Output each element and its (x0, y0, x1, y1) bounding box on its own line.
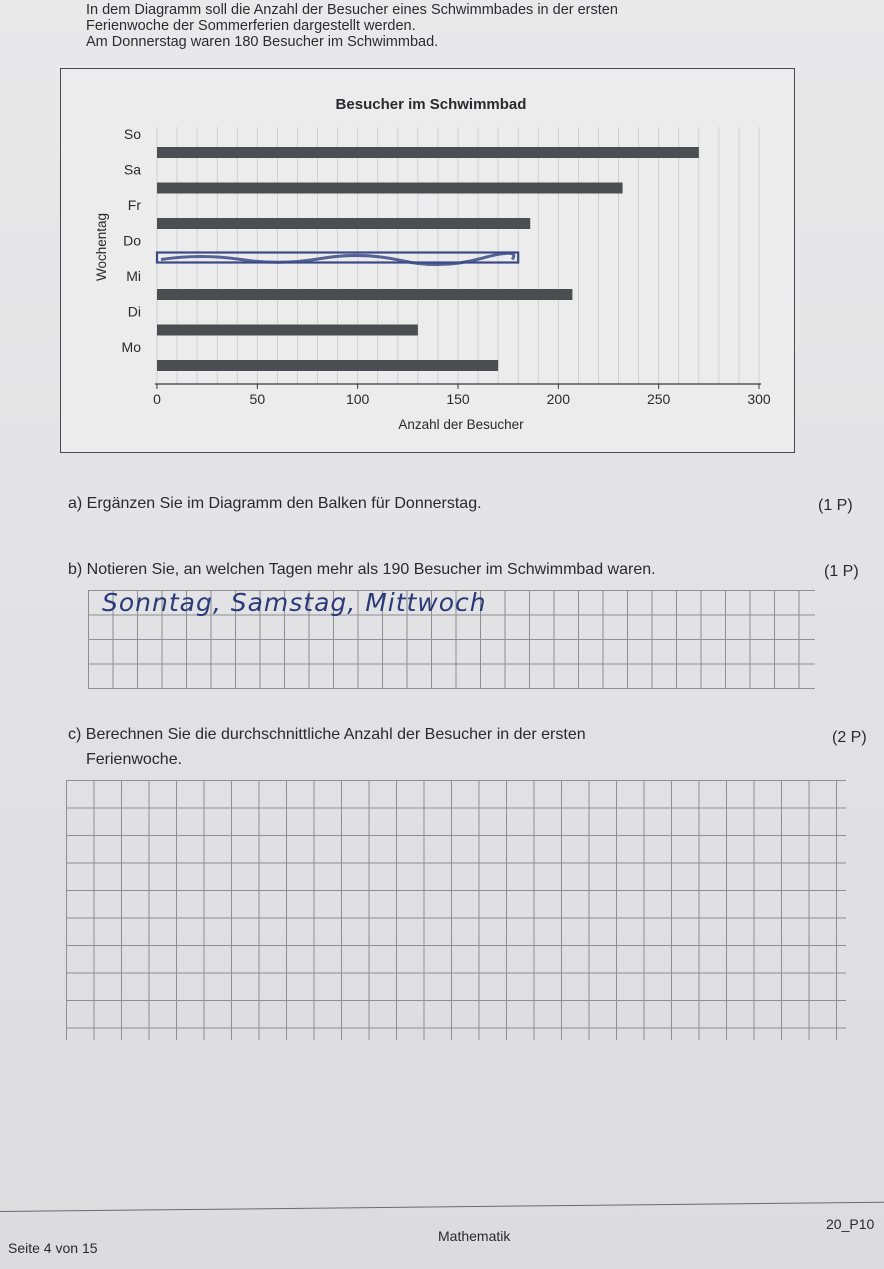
chart-title: Besucher im Schwimmbad (335, 96, 527, 113)
x-tick-label: 200 (546, 391, 571, 407)
bar-fr (157, 218, 530, 229)
chart-grid (157, 127, 759, 384)
category-label: So (123, 126, 141, 142)
bar-chart (60, 68, 795, 453)
y-axis-title: Wochentag (94, 212, 109, 282)
x-tick-label: 50 (249, 391, 266, 407)
category-label: Sa (123, 161, 141, 178)
x-tick-label: 300 (747, 391, 771, 407)
intro-text (86, 2, 618, 50)
answer-grid-c[interactable] (66, 780, 848, 1047)
footer-code: 20_P10 (826, 1216, 875, 1232)
task-b-text: b) Notieren Sie, an welchen Tagen mehr als 190 Besucher im Schwimmbad waren. (68, 561, 656, 578)
footer-divider (0, 1202, 884, 1212)
chart-x-axis (153, 384, 771, 407)
footer-page-number: Seite 4 von 15 (8, 1240, 98, 1256)
chart-category-labels (122, 126, 142, 355)
chart-bars (157, 147, 699, 371)
footer-subject: Mathematik (438, 1228, 511, 1244)
category-label: Mi (126, 268, 141, 284)
category-label: Do (123, 232, 141, 249)
category-label: Fr (127, 197, 141, 213)
bar-mo (157, 360, 498, 371)
bar-so (157, 147, 699, 158)
category-label: Di (127, 303, 141, 320)
task-a-points: (1 P) (818, 497, 853, 514)
bar-mi (157, 289, 572, 300)
task-c-line-1: c) Berechnen Sie die durchschnittliche Anzahl der Besucher in der ersten (68, 726, 586, 743)
handwritten-answer-b: Sonntag, Samstag, Mittwoch (102, 588, 487, 617)
intro-line-3: Am Donnerstag waren 180 Besucher im Schwimmbad. (86, 34, 439, 50)
bar-di (157, 325, 418, 336)
intro-line-2: Ferienwoche der Sommerferien dargestellt werden. (86, 18, 416, 34)
category-label: Mo (121, 339, 141, 355)
task-c-points: (2 P) (832, 729, 867, 746)
task-a-text: a) Ergänzen Sie im Diagramm den Balken für Donnerstag. (68, 495, 482, 512)
task-b-points: (1 P) (824, 563, 859, 580)
x-tick-label: 250 (646, 391, 671, 407)
x-tick-label: 150 (446, 391, 470, 407)
bar-sa (157, 183, 623, 194)
x-tick-label: 0 (153, 391, 161, 407)
x-axis-title: Anzahl der Besucher (398, 417, 524, 432)
answer-grid-c-svg (66, 780, 848, 1042)
chart-svg (61, 69, 796, 454)
task-c-line-2: Ferienwoche. (86, 751, 183, 768)
x-tick-label: 100 (345, 391, 370, 407)
intro-line-1: In dem Diagramm soll die Anzahl der Besucher eines Schwimmbades in der ersten (86, 2, 618, 18)
